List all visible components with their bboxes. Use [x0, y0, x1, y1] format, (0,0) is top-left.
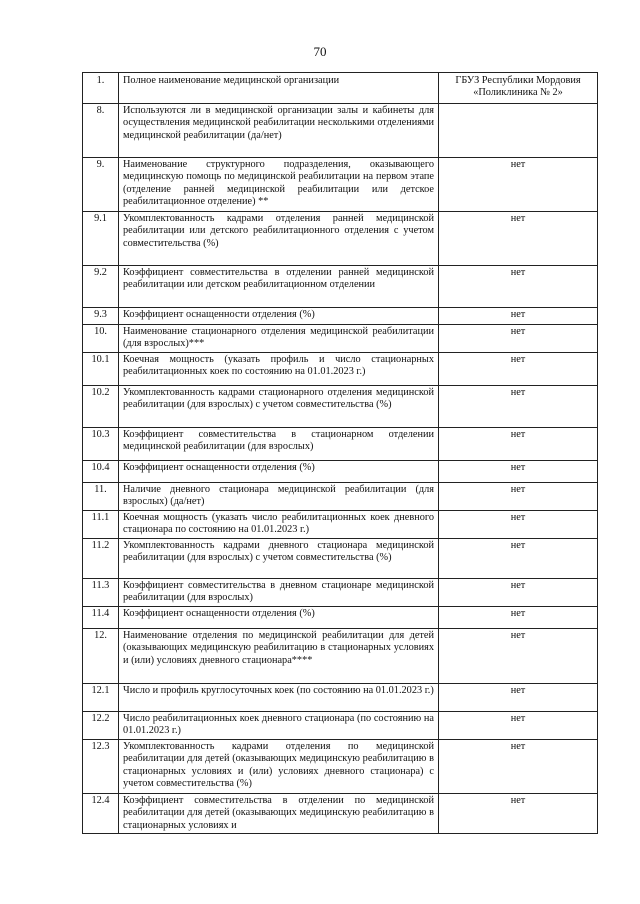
row-number: 9.2	[83, 265, 119, 307]
row-description: Коэффициент оснащенности отделения (%)	[119, 307, 439, 324]
row-number: 12.1	[83, 683, 119, 711]
table-row	[83, 482, 598, 510]
row-number: 8.	[83, 103, 119, 157]
row-description: Укомплектованность кадрами стационарного отделения медицинской реабилитации (для взрослых) с учетом совместительства (%)	[119, 385, 439, 427]
row-value: нет	[439, 711, 598, 739]
row-value: нет	[439, 427, 598, 460]
row-value: нет	[439, 460, 598, 482]
row-value: нет	[439, 157, 598, 211]
row-value: нет	[439, 352, 598, 385]
row-number: 9.	[83, 157, 119, 211]
header-org-cell: ГБУЗ Республики Мордовия «Поликлиника № 2»	[439, 73, 598, 104]
row-number: 12.4	[83, 793, 119, 833]
table-row	[83, 385, 598, 427]
table-row	[83, 578, 598, 606]
row-number: 11.3	[83, 578, 119, 606]
row-value: нет	[439, 211, 598, 265]
table-row	[83, 265, 598, 307]
row-value: нет	[439, 538, 598, 578]
row-value: нет	[439, 578, 598, 606]
row-description: Наименование отделения по медицинской реабилитации для детей (оказывающих медицинскую реабилитацию в стационарных условиях и (или) условиях дневного стационара****	[119, 628, 439, 683]
table-row	[83, 352, 598, 385]
row-number: 12.3	[83, 739, 119, 793]
table-header-row	[83, 73, 598, 104]
row-description: Коечная мощность (указать число реабилитационных коек дневного стационара по состоянию на 01.01.2023 г.)	[119, 510, 439, 538]
table-row	[83, 460, 598, 482]
row-value: нет	[439, 739, 598, 793]
row-number: 11.1	[83, 510, 119, 538]
row-description: Наименование стационарного отделения медицинской реабилитации (для взрослых)***	[119, 324, 439, 352]
table-row	[83, 510, 598, 538]
row-description: Наличие дневного стационара медицинской реабилитации (для взрослых) (да/нет)	[119, 482, 439, 510]
table-row	[83, 103, 598, 157]
row-description: Коэффициент совместительства в дневном стационаре медицинской реабилитации (для взрослых)	[119, 578, 439, 606]
table-row	[83, 307, 598, 324]
row-description: Укомплектованность кадрами отделения ранней медицинской реабилитации или детского реабилитационного отделения с учетом совместительства (%)	[119, 211, 439, 265]
row-description: Коэффициент оснащенности отделения (%)	[119, 606, 439, 628]
table-row	[83, 538, 598, 578]
row-value: нет	[439, 482, 598, 510]
row-value: нет	[439, 606, 598, 628]
row-number: 10.4	[83, 460, 119, 482]
row-number: 9.1	[83, 211, 119, 265]
table-row	[83, 606, 598, 628]
table-row	[83, 324, 598, 352]
header-num-cell: 1.	[83, 73, 119, 104]
row-value: нет	[439, 307, 598, 324]
row-number: 11.4	[83, 606, 119, 628]
row-value: нет	[439, 385, 598, 427]
row-number: 9.3	[83, 307, 119, 324]
row-value	[439, 103, 598, 157]
row-description: Число реабилитационных коек дневного стационара (по состоянию на 01.01.2023 г.)	[119, 711, 439, 739]
header-desc-cell: Полное наименование медицинской организации	[119, 73, 439, 104]
table-row	[83, 739, 598, 793]
row-value: нет	[439, 683, 598, 711]
row-number: 11.	[83, 482, 119, 510]
table-row	[83, 683, 598, 711]
row-value: нет	[439, 628, 598, 683]
table-row	[83, 628, 598, 683]
row-description: Коечная мощность (указать профиль и число стационарных реабилитационных коек по состоянию на 01.01.2023 г.)	[119, 352, 439, 385]
row-value: нет	[439, 324, 598, 352]
table-row	[83, 793, 598, 833]
row-description: Укомплектованность кадрами отделения по медицинской реабилитации для детей (оказывающих медицинскую реабилитацию в стационарных условиях и (или) условиях дневного стационара) с учетом совместительства (%)	[119, 739, 439, 793]
row-number: 10.3	[83, 427, 119, 460]
row-description: Число и профиль круглосуточных коек (по состоянию на 01.01.2023 г.)	[119, 683, 439, 711]
row-description: Наименование структурного подразделения, оказывающего медицинскую помощь по медицинской реабилитации на первом этапе (отделение ранней медицинской реабилитации или детское реабилитационное отделение) **	[119, 157, 439, 211]
row-description: Коэффициент совместительства в стационарном отделении медицинской реабилитации (для взрослых)	[119, 427, 439, 460]
row-description: Коэффициент совместительства в отделении по медицинской реабилитации для детей (оказывающих медицинскую реабилитацию в стационарных условиях и	[119, 793, 439, 833]
row-number: 12.	[83, 628, 119, 683]
row-number: 11.2	[83, 538, 119, 578]
row-value: нет	[439, 793, 598, 833]
table-row	[83, 427, 598, 460]
row-number: 10.2	[83, 385, 119, 427]
row-description: Укомплектованность кадрами дневного стационара медицинской реабилитации (для взрослых) с учетом совместительства (%)	[119, 538, 439, 578]
row-description: Используются ли в медицинской организации залы и кабинеты для осуществления медицинской реабилитации несколькими отделениями медицинской реабилитации (да/нет)	[119, 103, 439, 157]
row-value: нет	[439, 265, 598, 307]
row-value: нет	[439, 510, 598, 538]
table-row	[83, 157, 598, 211]
row-number: 10.1	[83, 352, 119, 385]
row-number: 12.2	[83, 711, 119, 739]
row-number: 10.	[83, 324, 119, 352]
table-row	[83, 211, 598, 265]
page-number: 70	[313, 44, 327, 59]
row-description: Коэффициент совместительства в отделении ранней медицинской реабилитации или детском реабилитационном отделении	[119, 265, 439, 307]
row-description: Коэффициент оснащенности отделения (%)	[119, 460, 439, 482]
rehab-info-table	[82, 72, 598, 834]
table-row	[83, 711, 598, 739]
